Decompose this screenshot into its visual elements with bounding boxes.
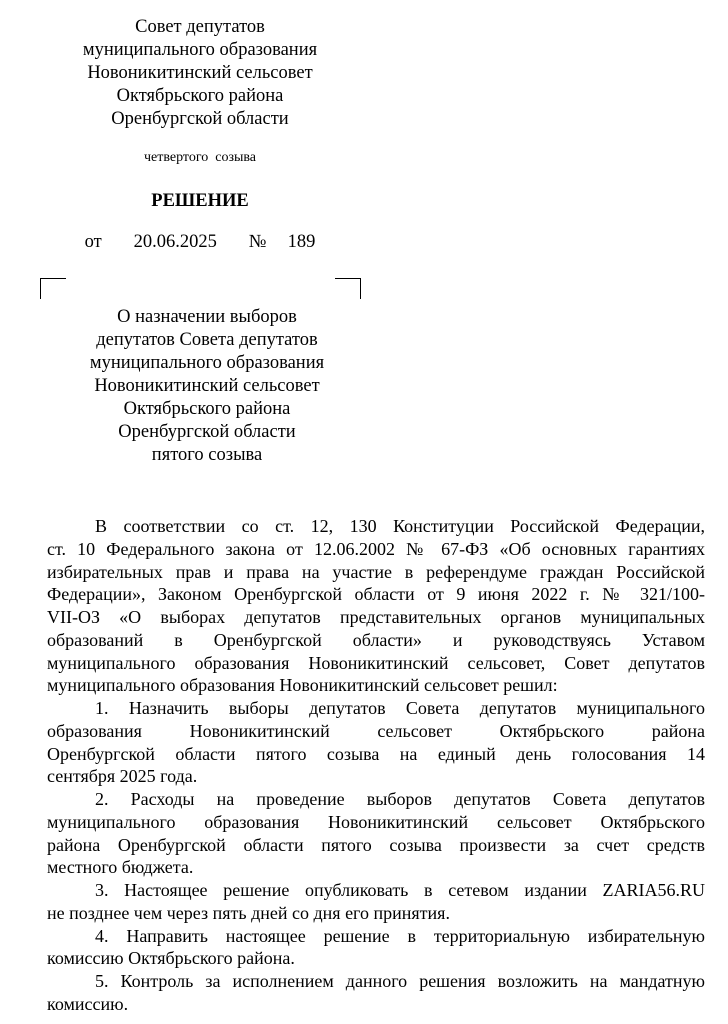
body-text-line: ст. 10 Федерального закона от 12.06.2002 № 67-ФЗ «Об основных гарантиях (47, 538, 705, 559)
header-line: муниципального образования (82, 40, 318, 60)
body-text-line: Оренбургской области пятого созыва на единый день голосования 14 (47, 743, 705, 764)
body-text-line: избирательных прав и права на участие в референдуме граждан Российской (47, 561, 705, 582)
header-line: Новоникитинский сельсовет (87, 63, 313, 83)
document-title (57, 306, 357, 467)
body-text-line: не позднее чем через пять дней со дня его принятия. (47, 902, 450, 923)
title-line: О назначении выборов (117, 307, 297, 327)
body-text-line: 2. Расходы на проведение выборов депутатов Совета депутатов (95, 789, 705, 809)
title-line: Новоникитинский сельсовет (94, 376, 320, 396)
right-corner-bracket (335, 278, 361, 299)
body-text-line: 3. Настоящее решение опубликовать в сетевом издании ZARIA56.RU (95, 880, 705, 900)
body-text-line: сентября 2025 года. (47, 766, 198, 787)
convocation: четвертого созыва (143, 150, 257, 165)
header-line: Оренбургской области (111, 109, 289, 129)
left-corner-bracket (40, 278, 66, 299)
body-text-line: 4. Направить настоящее решение в территориальную избирательную (95, 925, 705, 946)
header-line: Совет депутатов (135, 17, 265, 37)
body-text-line: комиссию. (47, 993, 129, 1014)
body-text-line: местного бюджета. (47, 857, 194, 878)
title-line: Октябрьского района (123, 399, 291, 419)
header-line: Октябрьского района (116, 86, 284, 106)
title-line: пятого созыва (151, 445, 263, 465)
body-text-line: образований в Оренбургской области» и руководствуясь Уставом (47, 629, 705, 650)
council-header (60, 16, 340, 131)
title-line: депутатов Совета депутатов (96, 330, 318, 350)
body-text-line: VII-ОЗ «О выборах депутатов представительных органов муниципальных (47, 607, 705, 627)
title-line: Оренбургской области (118, 422, 296, 442)
body-text-line: комиссию Октябрьского района. (47, 948, 295, 969)
body-text-line: муниципального образования Новоникитинский сельсовет решил: (47, 675, 558, 696)
decision-date-number: от 20.06.2025 № 189 (84, 232, 316, 252)
body-text-line: муниципального образования Новоникитинский сельсовет, Совет депутатов (47, 652, 705, 673)
body-text-line: В соответствии со ст. 12, 130 Конституции Российской Федерации, (95, 516, 705, 536)
body-text-line: района Оренбургской области пятого созыва произвести за счет средств (47, 834, 705, 855)
body-text-line: Федерации», Законом Оренбургской области от 9 июня 2022 г. № 321/100- (47, 584, 705, 605)
document-body (47, 515, 705, 1016)
body-text-line: муниципального образования Новоникитинский сельсовет Октябрьского (47, 811, 705, 832)
title-line: муниципального образования (89, 353, 325, 373)
body-text-line: образования Новоникитинский сельсовет Октябрьского района (47, 720, 705, 741)
body-text-line: 5. Контроль за исполнением данного решения возложить на мандатную (95, 971, 705, 991)
decision-label: РЕШЕНИЕ (151, 191, 249, 211)
body-text-line: 1. Назначить выборы депутатов Совета депутатов муниципального (95, 698, 705, 718)
